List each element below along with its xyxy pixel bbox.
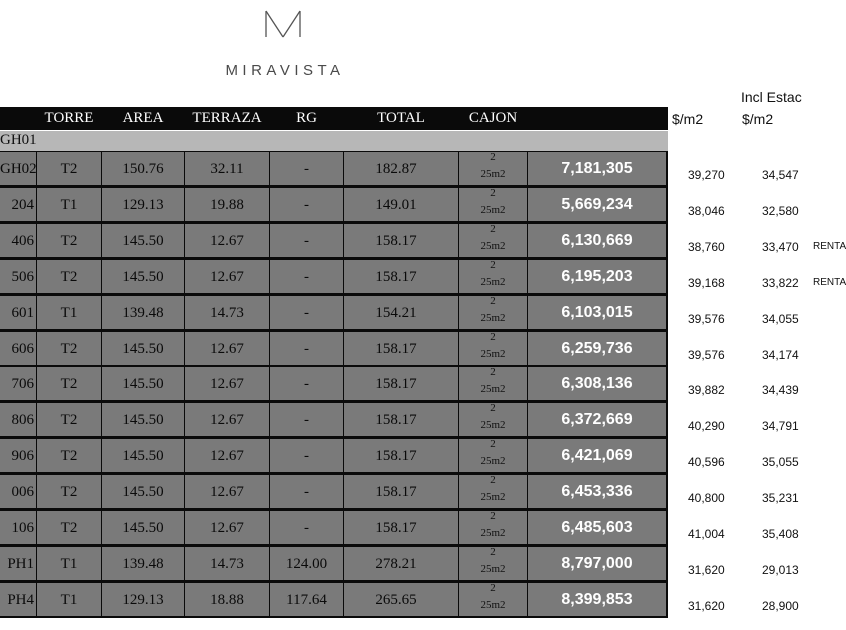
cajon-cell (459, 152, 527, 185)
incl-price-per-m2-value: 34,055 (762, 311, 799, 326)
price-per-m2-value: 41,004 (688, 527, 725, 541)
torre-cell: T2 (37, 224, 101, 257)
rg-cell: 124.00 (270, 547, 343, 580)
price-cell: 6,308,136 (528, 367, 666, 400)
table-header (0, 107, 668, 130)
unit-cell: PH4 (0, 583, 36, 616)
rg-cell: - (270, 260, 343, 293)
price-per-m2-value: 38,046 (688, 203, 725, 218)
header-cajon: CAJON (468, 110, 518, 126)
terraza-cell: 14.73 (185, 296, 269, 329)
cajon-count: 2 (490, 330, 496, 343)
torre-cell: T2 (37, 367, 101, 400)
cajon-count: 2 (490, 438, 496, 451)
row-note: RENTA (813, 276, 846, 288)
terraza-cell: 12.67 (185, 260, 269, 293)
incl-price-per-m2-value: 29,013 (762, 562, 799, 577)
price-per-m2-value: 39,168 (688, 275, 725, 290)
torre-cell: T1 (37, 188, 101, 221)
price-per-m2-header: $/m2 (672, 111, 704, 127)
incl-price-per-m2-value: 33,470 (762, 239, 799, 254)
cajon-count: 2 (490, 545, 496, 558)
price-cell: 7,181,305 (528, 152, 666, 185)
rg-cell: - (270, 188, 343, 221)
incl-price-per-m2-value: 35,055 (762, 455, 799, 470)
price-cell: 8,399,853 (528, 583, 666, 616)
torre-cell: T1 (37, 583, 101, 616)
total-cell: 158.17 (344, 332, 458, 365)
cajon-count: 2 (490, 151, 496, 163)
table-row (0, 402, 668, 438)
total-cell: 158.17 (344, 224, 458, 257)
table-row (0, 366, 668, 402)
table-row (0, 223, 668, 259)
cajon-cell (459, 260, 527, 293)
rg-cell: - (270, 403, 343, 436)
rg-cell: - (270, 511, 343, 544)
rg-cell: 117.64 (270, 583, 343, 616)
area-cell: 145.50 (102, 224, 184, 257)
area-cell: 129.13 (102, 583, 184, 616)
table-row (0, 510, 668, 546)
area-cell: 145.50 (102, 439, 184, 472)
price-per-m2-value: 39,270 (688, 168, 725, 182)
price-cell: 8,797,000 (528, 547, 666, 580)
cajon-area: 25m2 (480, 203, 506, 216)
cajon-area: 25m2 (480, 491, 506, 504)
unit-cell: 406 (0, 224, 36, 257)
price-cell: 6,103,015 (528, 296, 666, 329)
torre-cell: T2 (37, 511, 101, 544)
torre-cell: T2 (37, 439, 101, 472)
nv-monogram-icon (263, 9, 303, 39)
terraza-cell: 12.67 (185, 367, 269, 400)
header-area: AREA (122, 110, 164, 126)
cajon-area: 25m2 (480, 598, 506, 611)
unit-cell: 606 (0, 332, 36, 365)
cajon-area: 25m2 (480, 562, 506, 575)
table-row (0, 187, 668, 223)
total-cell: 149.01 (344, 188, 458, 221)
total-cell: 182.87 (344, 152, 458, 185)
unit-cell: 204 (0, 188, 36, 221)
torre-cell: T2 (37, 403, 101, 436)
total-cell: 265.65 (344, 583, 458, 616)
cajon-area: 25m2 (480, 239, 506, 252)
cajon-count: 2 (490, 510, 496, 522)
rg-cell: - (270, 367, 343, 400)
unit-cell: 506 (0, 260, 36, 293)
torre-cell: T2 (37, 332, 101, 365)
price-cell: 6,485,603 (528, 511, 666, 544)
rg-cell: - (270, 224, 343, 257)
cajon-area: 25m2 (480, 347, 506, 360)
cajon-cell (459, 511, 527, 544)
area-cell: 145.50 (102, 260, 184, 293)
incl-price-per-m2-value: 34,547 (762, 168, 799, 182)
cajon-cell (459, 332, 527, 365)
price-per-m2-value: 40,596 (688, 455, 725, 470)
price-cell: 6,259,736 (528, 332, 666, 365)
cajon-cell (459, 475, 527, 508)
unit-cell: 706 (0, 367, 36, 400)
cajon-area: 25m2 (480, 455, 506, 468)
torre-cell: T1 (37, 547, 101, 580)
terraza-cell: 18.88 (185, 583, 269, 616)
unit-cell: 006 (0, 475, 36, 508)
torre-cell: T2 (37, 152, 101, 185)
total-cell: 158.17 (344, 367, 458, 400)
cajon-cell (459, 224, 527, 257)
table-row (0, 546, 668, 582)
terraza-cell: 12.67 (185, 475, 269, 508)
cajon-area: 25m2 (480, 527, 506, 539)
cajon-cell (459, 367, 527, 400)
incl-price-per-m2-value: 34,174 (762, 347, 799, 362)
cajon-cell (459, 188, 527, 221)
cajon-area: 25m2 (480, 383, 506, 396)
price-per-m2-value: 39,576 (688, 347, 725, 362)
area-cell: 139.48 (102, 547, 184, 580)
cajon-cell (459, 583, 527, 616)
cajon-count: 2 (490, 222, 496, 235)
cajon-count: 2 (490, 258, 496, 271)
header-terraza: TERRAZA (192, 110, 262, 126)
rg-cell: - (270, 439, 343, 472)
table-row (0, 474, 668, 510)
incl-estac-header: Incl Estac (741, 89, 802, 105)
terraza-cell: 19.88 (185, 188, 269, 221)
torre-cell: T2 (37, 260, 101, 293)
area-cell: 145.50 (102, 403, 184, 436)
torre-cell: T2 (37, 475, 101, 508)
price-cell: 6,130,669 (528, 224, 666, 257)
cajon-cell (459, 403, 527, 436)
total-cell: 158.17 (344, 511, 458, 544)
table-row (0, 151, 668, 187)
section-label: GH01 (0, 132, 37, 148)
cajon-cell (459, 296, 527, 329)
total-cell: 158.17 (344, 260, 458, 293)
rg-cell: - (270, 296, 343, 329)
area-cell: 150.76 (102, 152, 184, 185)
rg-cell: - (270, 475, 343, 508)
cajon-area: 25m2 (480, 168, 506, 180)
area-cell: 139.48 (102, 296, 184, 329)
unit-cell: 601 (0, 296, 36, 329)
table-row (0, 582, 668, 618)
unit-cell: 906 (0, 439, 36, 472)
header-rg: RG (296, 110, 317, 126)
incl-price-per-m2-value: 35,231 (762, 491, 799, 506)
area-cell: 145.50 (102, 475, 184, 508)
incl-price-per-m2-value: 28,900 (762, 598, 799, 613)
price-per-m2-value: 31,620 (688, 562, 725, 577)
price-per-m2-value: 39,576 (688, 311, 725, 326)
incl-price-per-m2-value: 32,580 (762, 203, 799, 218)
cajon-count: 2 (490, 402, 496, 415)
price-cell: 6,453,336 (528, 475, 666, 508)
terraza-cell: 14.73 (185, 547, 269, 580)
row-note: RENTA (813, 240, 846, 252)
table-row (0, 259, 668, 295)
rg-cell: - (270, 332, 343, 365)
cajon-cell (459, 439, 527, 472)
cajon-area: 25m2 (480, 311, 506, 324)
section-row (0, 131, 668, 152)
area-cell: 145.50 (102, 511, 184, 544)
cajon-count: 2 (490, 186, 496, 199)
total-cell: 158.17 (344, 403, 458, 436)
cajon-area: 25m2 (480, 275, 506, 288)
total-cell: 158.17 (344, 475, 458, 508)
terraza-cell: 12.67 (185, 403, 269, 436)
incl-price-per-m2-value: 33,822 (762, 275, 799, 290)
price-cell: 5,669,234 (528, 188, 666, 221)
price-per-m2-value: 31,620 (688, 598, 725, 613)
terraza-cell: 12.67 (185, 224, 269, 257)
terraza-cell: 12.67 (185, 332, 269, 365)
table-row (0, 331, 668, 367)
area-cell: 129.13 (102, 188, 184, 221)
unit-cell: 106 (0, 511, 36, 544)
terraza-cell: 32.11 (185, 152, 269, 185)
cajon-count: 2 (490, 366, 496, 379)
area-cell: 145.50 (102, 332, 184, 365)
cajon-count: 2 (490, 581, 496, 594)
incl-price-per-m2-header: $/m2 (742, 111, 774, 127)
header-total: TOTAL (377, 110, 425, 126)
total-cell: 158.17 (344, 439, 458, 472)
cajon-count: 2 (490, 474, 496, 487)
area-cell: 145.50 (102, 367, 184, 400)
cajon-cell (459, 547, 527, 580)
header-torre: TORRE (44, 110, 94, 126)
price-per-m2-value: 39,882 (688, 383, 725, 398)
price-cell: 6,372,669 (528, 403, 666, 436)
price-cell: 6,195,203 (528, 260, 666, 293)
table-row (0, 295, 668, 331)
table-row (0, 438, 668, 474)
price-per-m2-value: 40,290 (688, 419, 725, 434)
unit-cell: 806 (0, 403, 36, 436)
unit-cell: GH02 (0, 152, 36, 185)
torre-cell: T1 (37, 296, 101, 329)
incl-price-per-m2-value: 34,439 (762, 383, 799, 398)
incl-price-per-m2-value: 35,408 (762, 527, 799, 541)
price-per-m2-value: 38,760 (688, 239, 725, 254)
brand-name: MIRAVISTA (225, 62, 345, 79)
incl-price-per-m2-value: 34,791 (762, 419, 799, 434)
total-cell: 154.21 (344, 296, 458, 329)
terraza-cell: 12.67 (185, 511, 269, 544)
rg-cell: - (270, 152, 343, 185)
unit-cell: PH1 (0, 547, 36, 580)
price-per-m2-value: 40,800 (688, 491, 725, 506)
price-cell: 6,421,069 (528, 439, 666, 472)
cajon-area: 25m2 (480, 419, 506, 432)
cajon-count: 2 (490, 294, 496, 307)
terraza-cell: 12.67 (185, 439, 269, 472)
total-cell: 278.21 (344, 547, 458, 580)
